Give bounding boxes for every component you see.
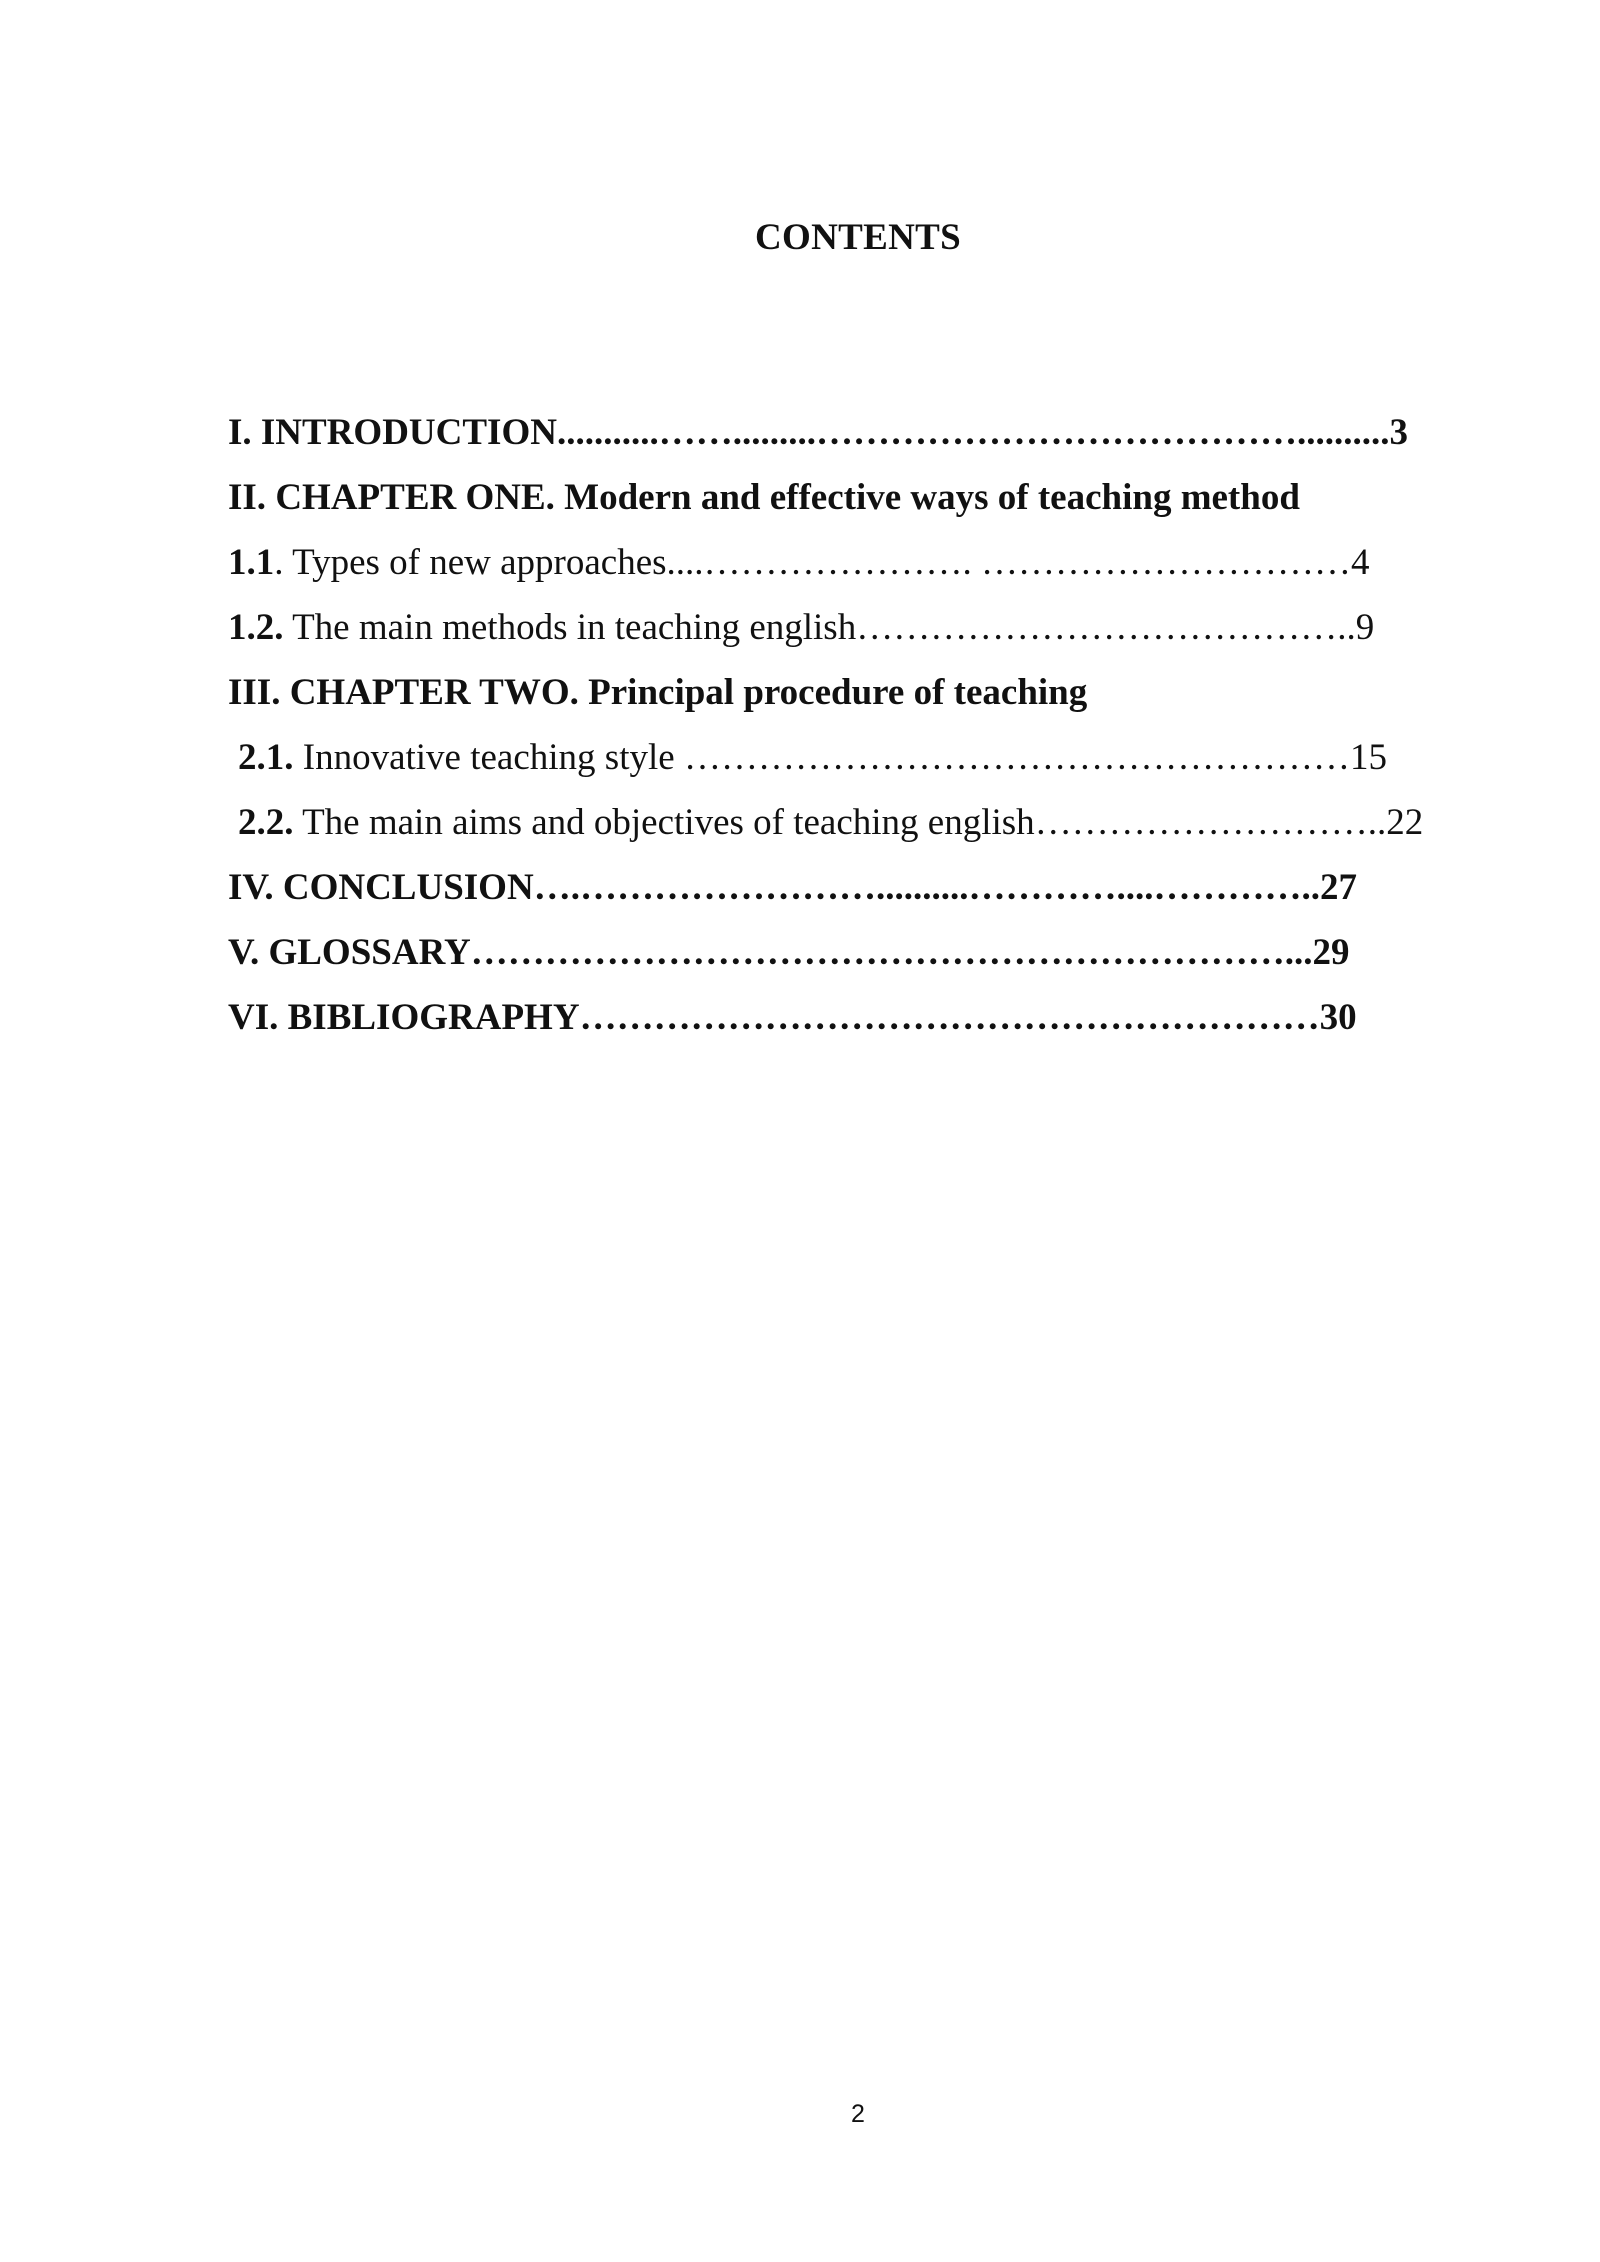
toc-entry-glossary [228,930,1428,995]
toc-number: V. [228,932,260,973]
toc-page-number: 22 [1386,802,1424,843]
toc-entry-1-1 [228,540,1428,605]
toc-leader: …………………………………………………………... [470,932,1313,973]
toc-number: 2.1. [238,737,294,778]
toc-entry-bibliography [228,995,1428,1060]
toc-page-number: 4 [1351,542,1370,583]
toc-entry-conclusion [228,865,1428,930]
toc-entry-chapter-two [228,670,1428,735]
toc-page-number: 30 [1319,997,1357,1038]
toc-title: BIBLIOGRAPHY [287,997,580,1038]
toc-title: GLOSSARY [268,932,471,973]
page-number: 2 [851,2100,865,2128]
toc-leader: ……………………………………………… [683,737,1350,778]
toc-entry-1-2 [228,605,1428,670]
toc-entry-introduction [228,410,1428,475]
toc-entry-chapter-one [228,475,1428,540]
toc-page-number: 15 [1349,737,1387,778]
toc-leader: ….……………………..........…………....………….. [533,867,1320,908]
toc-number: 2.2. [238,802,294,843]
toc-title: The main aims and objectives of teaching english [293,802,1035,843]
toc-leader: ....…………………. ………………………… [666,542,1352,583]
toc-number: II. [228,477,267,518]
toc-number: I. [228,412,252,453]
toc-number: IV. [228,867,274,908]
toc-number: 1.1 [228,542,275,583]
toc-page-number: 9 [1355,607,1375,648]
toc-leader: ………………………………….. [856,607,1356,648]
table-of-contents [228,410,1428,1060]
toc-page-number: 27 [1319,867,1357,908]
toc-title: CONCLUSION [282,867,534,908]
toc-leader: ...........…….........………………………………….......... [556,412,1390,453]
toc-entry-2-1 [228,735,1428,800]
toc-number: III. [228,672,281,713]
toc-number: 1.2. [228,607,284,648]
toc-entry-2-2 [228,800,1428,865]
toc-title: CHAPTER ONE. Modern and effective ways of teaching method [275,477,1300,518]
toc-leader: …………………………………………………… [579,997,1320,1038]
toc-page-number: 3 [1389,412,1408,453]
toc-title: . Types of new approaches [274,542,667,583]
toc-title: Innovative teaching style [293,737,684,778]
toc-leader: ……………………….. [1034,802,1387,843]
toc-title: INTRODUCTION [260,412,557,453]
contents-title: CONTENTS [755,217,961,258]
toc-page-number: 29 [1312,932,1350,973]
toc-number: VI. [228,997,279,1038]
toc-title: The main methods in teaching english [283,607,857,648]
toc-title: CHAPTER TWO. Principal procedure of teaching [289,672,1088,713]
